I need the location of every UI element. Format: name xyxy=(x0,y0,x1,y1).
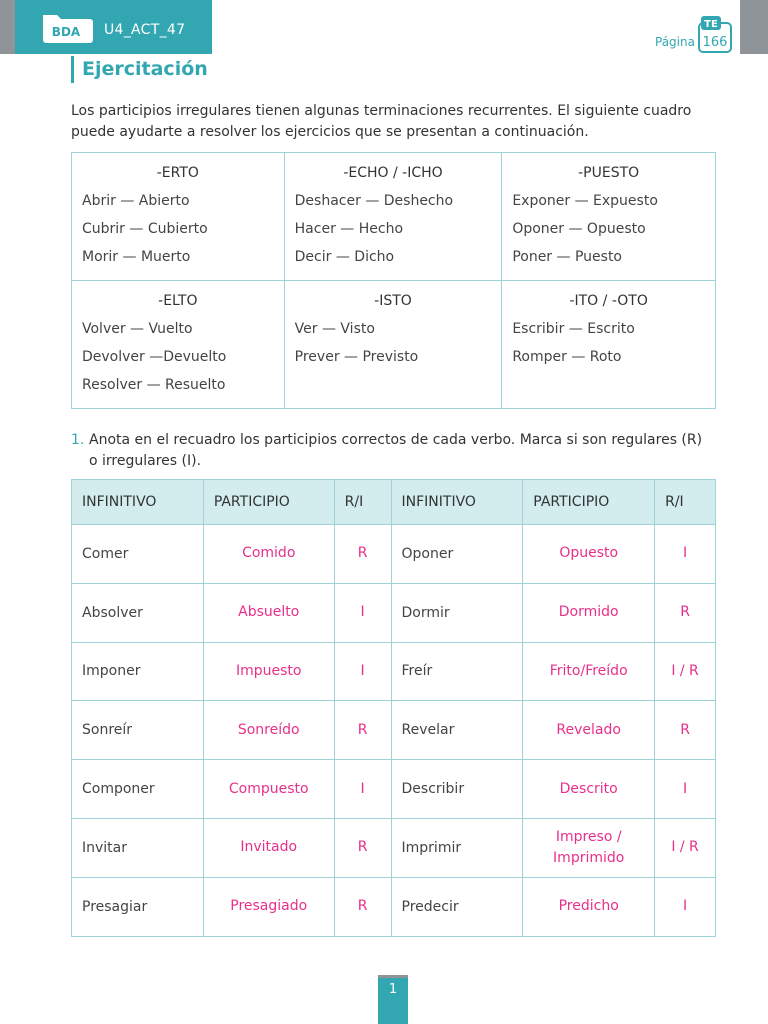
ri-answer[interactable]: R xyxy=(334,818,391,877)
ending-example: Devolver —Devuelto xyxy=(82,349,227,365)
infinitive-cell: Predecir xyxy=(391,877,523,936)
ending-cell xyxy=(72,153,285,281)
participle-answer[interactable]: Opuesto xyxy=(523,525,655,584)
ri-answer[interactable]: I xyxy=(655,525,716,584)
activity-code: U4_ACT_47 xyxy=(104,22,186,38)
infinitive-cell: Imprimir xyxy=(391,818,523,877)
ri-answer[interactable]: I xyxy=(334,760,391,819)
participle-answer[interactable]: Presagiado xyxy=(203,877,334,936)
ending-heading: -ECHO / -ICHO xyxy=(343,165,443,181)
participle-answer[interactable]: Invitado xyxy=(203,818,334,877)
ending-heading: -ERTO xyxy=(156,165,199,181)
ending-example: Oponer — Opuesto xyxy=(512,221,646,237)
footer-page-number: 1 xyxy=(388,982,398,997)
exercise-text: Anota en el recuadro los participios correctos de cada verbo. Marca si son regulares (R) o irregulares (I). xyxy=(89,432,703,469)
ending-example: Abrir — Abierto xyxy=(82,193,190,209)
page-number: 166 xyxy=(702,35,728,50)
infinitive-cell: Revelar xyxy=(391,701,523,760)
ending-heading: -ITO / -OTO xyxy=(569,293,648,309)
table-header-row xyxy=(72,480,716,525)
ending-example: Morir — Muerto xyxy=(82,249,191,265)
ri-answer[interactable]: I xyxy=(655,877,716,936)
infinitive-cell: Describir xyxy=(391,760,523,819)
endings-row xyxy=(72,153,716,281)
ending-heading: -ELTO xyxy=(158,293,198,309)
ending-example: Decir — Dicho xyxy=(294,249,395,265)
endings-row xyxy=(72,281,716,409)
intro-text: Los participios irregulares tienen algunas terminaciones recurrentes. El siguiente cuadro puede ayudarte a resolver los ejercicios que se presentan a continuación. xyxy=(71,103,692,140)
infinitive-cell: Absolver xyxy=(72,583,204,642)
column-header: INFINITIVO xyxy=(72,480,204,525)
ri-answer[interactable]: I / R xyxy=(655,818,716,877)
column-header: R/I xyxy=(334,480,391,525)
participle-answer[interactable]: Compuesto xyxy=(203,760,334,819)
participle-answer[interactable]: Dormido xyxy=(523,583,655,642)
infinitive-cell: Componer xyxy=(72,760,204,819)
table-row xyxy=(72,642,716,701)
infinitive-cell: Sonreír xyxy=(72,701,204,760)
bda-folder-icon xyxy=(39,11,94,45)
ri-answer[interactable]: I xyxy=(655,760,716,819)
exercise-instructions xyxy=(71,430,711,472)
ending-cell xyxy=(72,281,285,409)
infinitive-cell: Freír xyxy=(391,642,523,701)
infinitive-cell: Comer xyxy=(72,525,204,584)
participle-answer[interactable]: Impreso / Imprimido xyxy=(523,818,655,877)
ending-example: Escribir — Escrito xyxy=(512,321,635,337)
infinitive-cell: Imponer xyxy=(72,642,204,701)
table-row xyxy=(72,525,716,584)
table-row xyxy=(72,701,716,760)
participle-answer[interactable]: Predicho xyxy=(523,877,655,936)
infinitive-cell: Oponer xyxy=(391,525,523,584)
column-header: PARTICIPIO xyxy=(523,480,655,525)
participle-answer[interactable]: Absuelto xyxy=(203,583,334,642)
participle-answer[interactable]: Comido xyxy=(203,525,334,584)
ending-example: Deshacer — Deshecho xyxy=(294,193,454,209)
ending-example: Exponer — Expuesto xyxy=(512,193,658,209)
ri-answer[interactable]: I / R xyxy=(655,642,716,701)
ending-example: Ver — Visto xyxy=(294,321,375,337)
section-marker xyxy=(71,56,74,83)
infinitive-cell: Dormir xyxy=(391,583,523,642)
column-header: INFINITIVO xyxy=(391,480,523,525)
participle-answer[interactable]: Revelado xyxy=(523,701,655,760)
table-row xyxy=(72,760,716,819)
infinitive-cell: Invitar xyxy=(72,818,204,877)
ending-heading: -ISTO xyxy=(374,293,412,309)
ending-heading: -PUESTO xyxy=(578,165,640,181)
ending-cell xyxy=(284,153,502,281)
ending-example: Cubrir — Cubierto xyxy=(82,221,208,237)
logo-text: BDA xyxy=(51,25,81,39)
ending-cell xyxy=(284,281,502,409)
page-label: Página xyxy=(655,35,695,49)
ending-example: Prever — Previsto xyxy=(294,349,419,365)
table-row xyxy=(72,818,716,877)
ri-answer[interactable]: R xyxy=(334,877,391,936)
ending-cell xyxy=(502,281,716,409)
participle-answer[interactable]: Descrito xyxy=(523,760,655,819)
ri-answer[interactable]: R xyxy=(334,525,391,584)
table-row xyxy=(72,877,716,936)
ending-example: Resolver — Resuelto xyxy=(82,377,226,393)
column-header: PARTICIPIO xyxy=(203,480,334,525)
ri-answer[interactable]: R xyxy=(655,701,716,760)
participles-table xyxy=(71,479,716,937)
infinitive-cell: Presagiar xyxy=(72,877,204,936)
ending-example: Hacer — Hecho xyxy=(294,221,404,237)
ending-example: Volver — Vuelto xyxy=(82,321,193,337)
participle-answer[interactable]: Frito/Freído xyxy=(523,642,655,701)
ri-answer[interactable]: I xyxy=(334,642,391,701)
section-title: Ejercitación xyxy=(82,58,208,80)
ri-answer[interactable]: I xyxy=(334,583,391,642)
participle-answer[interactable]: Impuesto xyxy=(203,642,334,701)
right-edge-tab xyxy=(740,0,768,54)
participle-answer[interactable]: Sonreído xyxy=(203,701,334,760)
endings-table xyxy=(71,152,716,409)
table-row xyxy=(72,583,716,642)
ending-cell xyxy=(502,153,716,281)
ri-answer[interactable]: R xyxy=(655,583,716,642)
column-header: R/I xyxy=(655,480,716,525)
te-label: TE xyxy=(704,19,718,30)
left-edge-tab xyxy=(0,0,15,54)
ri-answer[interactable]: R xyxy=(334,701,391,760)
ending-example: Romper — Roto xyxy=(512,349,622,365)
exercise-number: 1. xyxy=(71,432,85,448)
ending-example: Poner — Puesto xyxy=(512,249,622,265)
